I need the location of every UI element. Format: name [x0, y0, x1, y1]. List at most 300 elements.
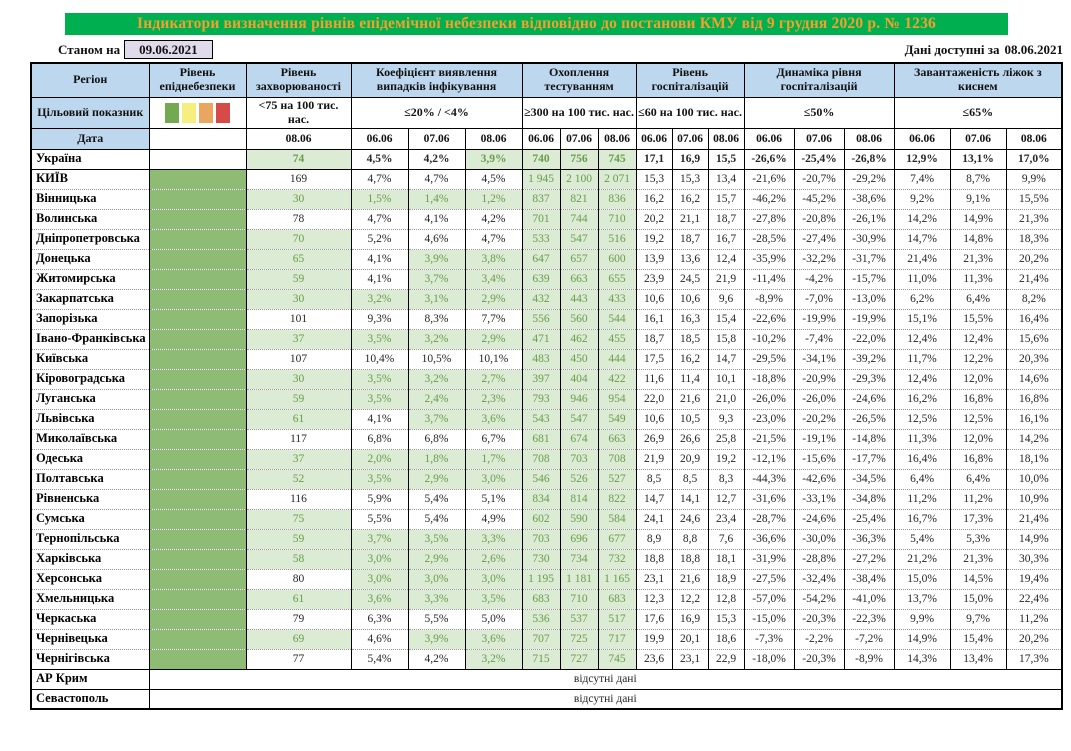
value-cell: 8,3% — [408, 309, 465, 329]
epidemic-level-cell — [149, 629, 246, 649]
value-cell: 3,5% — [351, 469, 408, 489]
value-cell: 16,1 — [636, 309, 672, 329]
value-cell: 18,7 — [672, 229, 708, 249]
value-cell: 69 — [246, 629, 351, 649]
epidemic-level-cell — [149, 469, 246, 489]
date-cell: 08.06 — [465, 128, 522, 149]
value-cell: -18,8% — [744, 369, 794, 389]
value-cell: 20,1 — [672, 629, 708, 649]
region-name: Луганська — [31, 389, 149, 409]
value-cell: 12,2 — [672, 589, 708, 609]
value-cell: 23,6 — [636, 649, 672, 669]
value-cell: 11,3% — [894, 429, 950, 449]
value-cell: 14,9% — [1006, 529, 1062, 549]
value-cell: 5,5% — [351, 509, 408, 529]
value-cell: 12,0% — [950, 429, 1006, 449]
value-cell: 19,2 — [636, 229, 672, 249]
value-cell: 703 — [522, 529, 560, 549]
region-name: Харківська — [31, 549, 149, 569]
value-cell: 30 — [246, 189, 351, 209]
table-row — [31, 489, 1062, 509]
value-cell: 7,7% — [465, 309, 522, 329]
value-cell: 15,8 — [708, 329, 744, 349]
epidemic-level-cell — [149, 269, 246, 289]
date-cell: 08.06 — [708, 128, 744, 149]
table-row — [31, 629, 1062, 649]
value-cell: -31,7% — [844, 249, 894, 269]
value-cell: -44,3% — [744, 469, 794, 489]
table-row — [31, 509, 1062, 529]
value-cell: 537 — [560, 609, 598, 629]
value-cell: 433 — [598, 289, 636, 309]
epidemic-level-cell — [149, 509, 246, 529]
value-cell: 708 — [598, 449, 636, 469]
region-name: Севастополь — [31, 689, 149, 709]
value-cell: -22,0% — [844, 329, 894, 349]
table-row — [31, 569, 1062, 589]
value-cell: 20,2% — [1006, 629, 1062, 649]
value-cell: 2,9% — [465, 289, 522, 309]
value-cell: 647 — [522, 249, 560, 269]
region-name: Рівненська — [31, 489, 149, 509]
epidemic-level-cell — [149, 569, 246, 589]
region-name: Івано-Франківська — [31, 329, 149, 349]
value-cell: 3,2% — [408, 329, 465, 349]
epidemic-level-cell — [149, 589, 246, 609]
value-cell: 13,9 — [636, 249, 672, 269]
epidemic-level-cell — [149, 289, 246, 309]
value-cell: 14,2% — [894, 209, 950, 229]
value-cell: 52 — [246, 469, 351, 489]
value-cell: 9,1% — [950, 189, 1006, 209]
value-cell: 21,6 — [672, 389, 708, 409]
value-cell: -46,2% — [744, 189, 794, 209]
value-cell: 23,1 — [636, 569, 672, 589]
value-cell: -7,2% — [844, 629, 894, 649]
value-cell: 12,7 — [708, 489, 744, 509]
value-cell: 544 — [598, 309, 636, 329]
value-cell: 77 — [246, 649, 351, 669]
value-cell: -19,1% — [794, 429, 844, 449]
value-cell: 814 — [560, 489, 598, 509]
value-cell: 10,6 — [672, 289, 708, 309]
value-cell: 1,2% — [465, 189, 522, 209]
value-cell: 15,1% — [894, 309, 950, 329]
value-cell: 533 — [522, 229, 560, 249]
value-cell: 4,5% — [465, 169, 522, 189]
value-cell: 23,9 — [636, 269, 672, 289]
value-cell: -18,0% — [744, 649, 794, 669]
value-cell: 681 — [522, 429, 560, 449]
value-cell: 9,3 — [708, 409, 744, 429]
region-name: Полтавська — [31, 469, 149, 489]
value-cell: 822 — [598, 489, 636, 509]
value-cell: 1,4% — [408, 189, 465, 209]
value-cell: 3,5% — [465, 589, 522, 609]
value-cell: 79 — [246, 609, 351, 629]
table-row — [31, 289, 1062, 309]
value-cell: 756 — [560, 149, 598, 169]
region-name: Одеська — [31, 449, 149, 469]
region-name: Чернігівська — [31, 649, 149, 669]
value-cell: 4,9% — [465, 509, 522, 529]
value-cell: 59 — [246, 389, 351, 409]
region-name: Миколаївська — [31, 429, 149, 449]
value-cell: 4,1% — [351, 269, 408, 289]
value-cell: 2 100 — [560, 169, 598, 189]
col-header-hosp-dynamics: Динаміка рівня госпіталізацій — [744, 63, 894, 97]
value-cell: -20,2% — [794, 409, 844, 429]
value-cell: -45,2% — [794, 189, 844, 209]
epidemic-level-cell — [149, 609, 246, 629]
value-cell: 3,4% — [465, 269, 522, 289]
epidemic-level-cell — [149, 449, 246, 469]
value-cell: 2,9% — [408, 549, 465, 569]
value-cell: 5,3% — [950, 529, 1006, 549]
value-cell: -28,7% — [744, 509, 794, 529]
region-name: Хмельницька — [31, 589, 149, 609]
value-cell: 443 — [560, 289, 598, 309]
epidemic-level-cell — [149, 169, 246, 189]
value-cell: 18,1% — [1006, 449, 1062, 469]
epidemic-level-cell — [149, 649, 246, 669]
value-cell: -54,2% — [794, 589, 844, 609]
value-cell: 546 — [522, 469, 560, 489]
value-cell: -22,6% — [744, 309, 794, 329]
value-cell: 683 — [522, 589, 560, 609]
value-cell: 14,7 — [636, 489, 672, 509]
value-cell: -24,6% — [794, 509, 844, 529]
epidemic-level-cell — [149, 229, 246, 249]
value-cell: -11,4% — [744, 269, 794, 289]
value-cell: 4,7% — [351, 209, 408, 229]
epidemic-level-cell — [149, 549, 246, 569]
value-cell: 834 — [522, 489, 560, 509]
value-cell: 15,3 — [672, 169, 708, 189]
region-name: Кіровоградська — [31, 369, 149, 389]
region-name: Чернівецька — [31, 629, 149, 649]
table-row — [31, 609, 1062, 629]
value-cell: 17,6 — [636, 609, 672, 629]
value-cell: -7,3% — [744, 629, 794, 649]
value-cell: 3,1% — [408, 289, 465, 309]
value-cell: 18,6 — [708, 629, 744, 649]
value-cell: 3,2% — [465, 649, 522, 669]
value-cell: 6,8% — [408, 429, 465, 449]
value-cell: 3,5% — [351, 389, 408, 409]
value-cell: -23,0% — [744, 409, 794, 429]
table-row — [31, 309, 1062, 329]
value-cell: 14,3% — [894, 649, 950, 669]
value-cell: 58 — [246, 549, 351, 569]
value-cell: 3,7% — [351, 529, 408, 549]
epidemic-level-cell — [149, 349, 246, 369]
value-cell: 3,5% — [408, 529, 465, 549]
value-cell: 9,3% — [351, 309, 408, 329]
data-available-date: 08.06.2021 — [1004, 41, 1063, 57]
value-cell: 2,0% — [351, 449, 408, 469]
value-cell: -31,9% — [744, 549, 794, 569]
value-cell: 13,1% — [950, 149, 1006, 169]
value-cell: 543 — [522, 409, 560, 429]
table-row — [31, 349, 1062, 369]
target-oxygen-beds: ≤65% — [894, 97, 1062, 128]
value-cell: 78 — [246, 209, 351, 229]
value-cell: 16,3 — [672, 309, 708, 329]
value-cell: 5,1% — [465, 489, 522, 509]
value-cell: 17,5 — [636, 349, 672, 369]
value-cell: 517 — [598, 609, 636, 629]
value-cell: -8,9% — [744, 289, 794, 309]
table-row — [31, 209, 1062, 229]
value-cell: -34,8% — [844, 489, 894, 509]
value-cell: 1,5% — [351, 189, 408, 209]
value-cell: 5,4% — [408, 489, 465, 509]
epidemic-level-cell — [149, 329, 246, 349]
value-cell: 19,2 — [708, 449, 744, 469]
value-cell: 717 — [598, 629, 636, 649]
region-name: Черкаська — [31, 609, 149, 629]
table-row — [31, 649, 1062, 669]
value-cell: 16,7% — [894, 509, 950, 529]
value-cell: 17,3% — [1006, 649, 1062, 669]
value-cell: 16,2 — [672, 189, 708, 209]
value-cell: -42,6% — [794, 469, 844, 489]
value-cell: -13,0% — [844, 289, 894, 309]
value-cell: -29,5% — [744, 349, 794, 369]
value-cell: 37 — [246, 329, 351, 349]
value-cell: 107 — [246, 349, 351, 369]
value-cell: 15,3 — [708, 609, 744, 629]
value-cell: 432 — [522, 289, 560, 309]
value-cell: 14,5% — [950, 569, 1006, 589]
value-cell: 4,1% — [351, 409, 408, 429]
value-cell: 4,7% — [351, 169, 408, 189]
value-cell: 584 — [598, 509, 636, 529]
region-name: Волинська — [31, 209, 149, 229]
value-cell: 9,2% — [894, 189, 950, 209]
value-cell: 24,1 — [636, 509, 672, 529]
value-cell: 4,2% — [408, 649, 465, 669]
table-row — [31, 429, 1062, 449]
value-cell: 730 — [522, 549, 560, 569]
value-cell: 560 — [560, 309, 598, 329]
value-cell: 21,2% — [894, 549, 950, 569]
value-cell: 793 — [522, 389, 560, 409]
value-cell: -22,3% — [844, 609, 894, 629]
value-cell: 12,5% — [950, 409, 1006, 429]
value-cell: 663 — [598, 429, 636, 449]
value-cell: 3,0% — [351, 569, 408, 589]
indicators-table — [30, 62, 1063, 710]
value-cell: -39,2% — [844, 349, 894, 369]
value-cell: 23,4 — [708, 509, 744, 529]
value-cell: 744 — [560, 209, 598, 229]
value-cell: 12,4% — [950, 329, 1006, 349]
value-cell: 3,6% — [351, 589, 408, 609]
value-cell: 450 — [560, 349, 598, 369]
value-cell: 13,7% — [894, 589, 950, 609]
value-cell: 116 — [246, 489, 351, 509]
value-cell: 19,4% — [1006, 569, 1062, 589]
value-cell: 703 — [560, 449, 598, 469]
col-header-incidence: Рівень захворюваності — [246, 63, 351, 97]
target-hosp-dynamics: ≤50% — [744, 97, 894, 128]
value-cell: 3,3% — [465, 529, 522, 549]
value-cell: 80 — [246, 569, 351, 589]
value-cell: 663 — [560, 269, 598, 289]
col-header-epidemic-level: Рівень епіднебезпеки — [149, 63, 246, 97]
value-cell: -29,2% — [844, 169, 894, 189]
value-cell: 708 — [522, 449, 560, 469]
value-cell: 18,8 — [636, 549, 672, 569]
table-row — [31, 329, 1062, 349]
value-cell: 4,7% — [465, 229, 522, 249]
value-cell: 7,4% — [894, 169, 950, 189]
value-cell: 11,4 — [672, 369, 708, 389]
date-cell: 07.06 — [950, 128, 1006, 149]
value-cell: 14,8% — [950, 229, 1006, 249]
value-cell: 20,9 — [672, 449, 708, 469]
value-cell: -29,3% — [844, 369, 894, 389]
value-cell: 13,4% — [950, 649, 1006, 669]
value-cell: 12,4% — [894, 369, 950, 389]
date-cell: 07.06 — [794, 128, 844, 149]
value-cell: 16,9 — [672, 609, 708, 629]
value-cell: 3,6% — [465, 409, 522, 429]
value-cell: 1,7% — [465, 449, 522, 469]
value-cell: 725 — [560, 629, 598, 649]
value-cell: 12,4 — [708, 249, 744, 269]
value-cell: 3,0% — [351, 549, 408, 569]
table-row — [31, 249, 1062, 269]
region-name: Закарпатська — [31, 289, 149, 309]
date-cell: 07.06 — [672, 128, 708, 149]
value-cell: 3,2% — [351, 289, 408, 309]
value-cell: 18,5 — [672, 329, 708, 349]
value-cell: 710 — [598, 209, 636, 229]
date-cell: 06.06 — [636, 128, 672, 149]
value-cell: -38,4% — [844, 569, 894, 589]
value-cell: 21,9 — [708, 269, 744, 289]
table-row — [31, 169, 1062, 189]
value-cell: 16,4% — [1006, 309, 1062, 329]
value-cell: 14,9% — [950, 209, 1006, 229]
target-hospitalization: ≤60 на 100 тис. нас. — [636, 97, 744, 128]
col-header-testing: Охоплення тестуванням — [522, 63, 636, 97]
value-cell: 17,1 — [636, 149, 672, 169]
value-cell: -27,4% — [794, 229, 844, 249]
table-row — [31, 369, 1062, 389]
value-cell: 5,4% — [351, 649, 408, 669]
value-cell: 821 — [560, 189, 598, 209]
region-name: Запорізька — [31, 309, 149, 329]
value-cell: 13,4 — [708, 169, 744, 189]
value-cell: -20,7% — [794, 169, 844, 189]
value-cell: 11,6 — [636, 369, 672, 389]
value-cell: 4,1% — [408, 209, 465, 229]
value-cell: 683 — [598, 589, 636, 609]
no-data-cell: відсутні дані — [149, 689, 1062, 709]
value-cell: 4,6% — [351, 629, 408, 649]
value-cell: 2,4% — [408, 389, 465, 409]
value-cell: 8,5 — [672, 469, 708, 489]
value-cell: 16,4% — [894, 449, 950, 469]
value-cell: 65 — [246, 249, 351, 269]
value-cell: 14,7 — [708, 349, 744, 369]
value-cell: 6,4% — [894, 469, 950, 489]
value-cell: 12,5% — [894, 409, 950, 429]
region-name: Львівська — [31, 409, 149, 429]
value-cell: 20,2 — [636, 209, 672, 229]
value-cell: -4,2% — [794, 269, 844, 289]
value-cell: -20,3% — [794, 609, 844, 629]
value-cell: 15,7 — [708, 189, 744, 209]
value-cell: 16,2 — [672, 349, 708, 369]
value-cell: 19,9 — [636, 629, 672, 649]
value-cell: 745 — [598, 149, 636, 169]
epidemic-level-legend — [151, 103, 245, 123]
as-of-label: Станом на — [58, 41, 121, 57]
value-cell: 12,8 — [708, 589, 744, 609]
value-cell: 674 — [560, 429, 598, 449]
value-cell: 14,1 — [672, 489, 708, 509]
value-cell: 3,8% — [465, 249, 522, 269]
value-cell: 16,2 — [636, 189, 672, 209]
target-testing: ≥300 на 100 тис. нас. — [522, 97, 636, 128]
value-cell: 4,2% — [408, 149, 465, 169]
value-cell: 16,7 — [708, 229, 744, 249]
value-cell: 16,8% — [1006, 389, 1062, 409]
value-cell: 22,9 — [708, 649, 744, 669]
page-title: Індикатори визначення рівнів епідемічної небезпеки відповідно до постанови КМУ від 9 грудня 2020 р. № 1236 — [65, 13, 1008, 35]
value-cell: 5,2% — [351, 229, 408, 249]
indicators-report — [0, 13, 1071, 751]
value-cell: 21,1 — [672, 209, 708, 229]
value-cell: 732 — [598, 549, 636, 569]
meta-row — [30, 40, 1063, 59]
date-cell: 06.06 — [744, 128, 794, 149]
value-cell: -41,0% — [844, 589, 894, 609]
value-cell: -8,9% — [844, 649, 894, 669]
value-cell: 1 165 — [598, 569, 636, 589]
value-cell: 9,9% — [894, 609, 950, 629]
value-cell: 24,6 — [672, 509, 708, 529]
value-cell: 12,4% — [894, 329, 950, 349]
value-cell: 526 — [560, 469, 598, 489]
value-cell: 602 — [522, 509, 560, 529]
value-cell: -27,8% — [744, 209, 794, 229]
value-cell: -26,6% — [744, 149, 794, 169]
value-cell: 707 — [522, 629, 560, 649]
epidemic-level-cell — [149, 309, 246, 329]
value-cell: 21,3% — [1006, 209, 1062, 229]
region-name: Київська — [31, 349, 149, 369]
value-cell: 11,3% — [950, 269, 1006, 289]
value-cell: 11,0% — [894, 269, 950, 289]
value-cell: 18,1 — [708, 549, 744, 569]
value-cell: 14,2% — [1006, 429, 1062, 449]
value-cell: -32,2% — [794, 249, 844, 269]
value-cell: 3,9% — [465, 149, 522, 169]
value-cell: 8,7% — [950, 169, 1006, 189]
value-cell: 25,8 — [708, 429, 744, 449]
epidemic-level-cell — [149, 489, 246, 509]
value-cell: -12,1% — [744, 449, 794, 469]
epidemic-level-cell — [149, 209, 246, 229]
value-cell: 3,5% — [351, 329, 408, 349]
value-cell: 727 — [560, 649, 598, 669]
